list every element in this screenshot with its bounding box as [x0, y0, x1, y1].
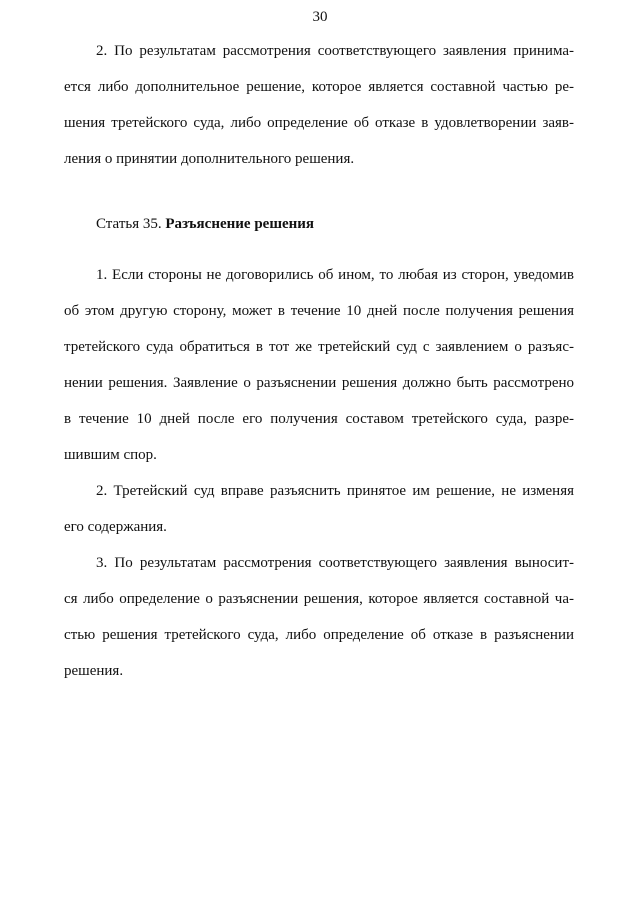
text-line: ется либо дополнительное решение, которое является составной частью ре- — [64, 79, 574, 95]
page-number: 30 — [312, 9, 328, 25]
text-line: решения. — [64, 663, 124, 679]
text-line: шения третейского суда, либо определение об отказе в удовлетворении заяв- — [64, 115, 574, 131]
text-line: об этом другую сторону, может в течение 10 дней после получения решения — [64, 303, 574, 319]
text-line: 2. По результатам рассмотрения соответствующего заявления принима- — [96, 43, 574, 59]
paragraph-additional-decision — [64, 33, 574, 177]
text-line: 1. Если стороны не договорились об ином, то любая из сторон, уведомив — [96, 267, 574, 283]
text-line: в течение 10 дней после его получения составом третейского суда, разре- — [64, 411, 574, 427]
text-line: шившим спор. — [64, 447, 157, 463]
article-number: Статья 35. — [96, 216, 166, 232]
text-line: его содержания. — [64, 519, 167, 535]
text-line: третейского суда обратиться в тот же третейский суд с заявлением о разъяс- — [64, 339, 574, 355]
article-title: Разъяснение решения — [165, 216, 315, 232]
article-heading — [96, 206, 314, 242]
text-line: стью решения третейского суда, либо определение об отказе в разъяснении — [64, 627, 574, 643]
text-line: нении решения. Заявление о разъяснении решения должно быть рассмотрено — [64, 375, 574, 391]
text-line: ления о принятии дополнительного решения. — [64, 151, 355, 167]
text-line: 3. По результатам рассмотрения соответствующего заявления выносит- — [96, 555, 574, 571]
article-body — [64, 257, 574, 689]
text-line: 2. Третейский суд вправе разъяснить принятое им решение, не изменяя — [96, 483, 574, 499]
text-line: ся либо определение о разъяснении решения, которое является составной ча- — [64, 591, 574, 607]
